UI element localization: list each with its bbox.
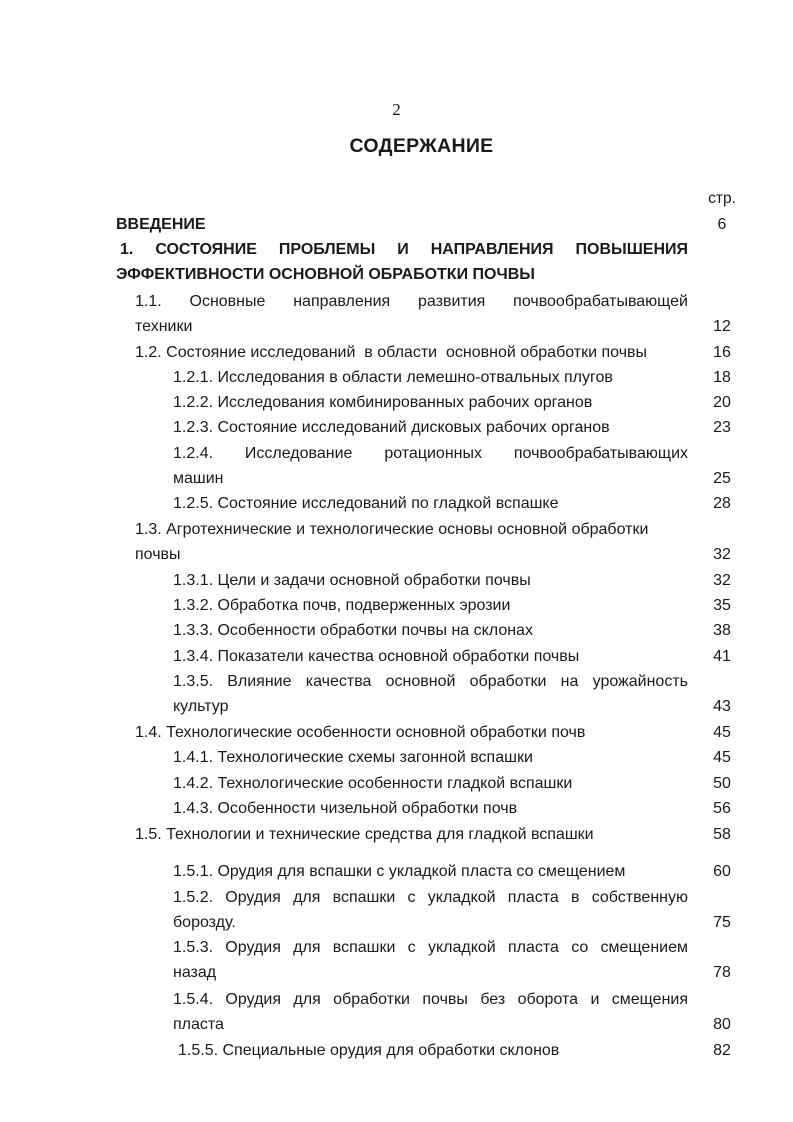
- toc-entry-chapter-1-cont: ЭФФЕКТИВНОСТИ ОСНОВНОЙ ОБРАБОТКИ ПОЧВЫ: [116, 266, 535, 283]
- toc-entry-1-3[interactable]: 1.3. Агротехнические и технологические основы основной обработки: [135, 521, 649, 538]
- toc-entry-introduction[interactable]: ВВЕДЕНИЕ: [116, 216, 206, 233]
- toc-page-number: 20: [713, 394, 731, 411]
- toc-entry-1-3-2[interactable]: 1.3.2. Обработка почв, подверженных эрозии: [173, 597, 511, 614]
- toc-entry-1-2-3[interactable]: 1.2.3. Состояние исследований дисковых рабочих органов: [173, 419, 610, 436]
- toc-page-number: 32: [713, 572, 731, 589]
- toc-page-number: 82: [713, 1042, 731, 1059]
- toc-page-number: 12: [713, 318, 731, 335]
- toc-entry-1-2-1[interactable]: 1.2.1. Исследования в области лемешно-отвальных плугов: [173, 369, 613, 386]
- toc-entry-1-1-cont: техники: [135, 318, 193, 335]
- toc-page-number: 43: [713, 698, 731, 715]
- toc-page-number: 56: [713, 800, 731, 817]
- toc-entry-1-5-3[interactable]: 1.5.3. Орудия для вспашки с укладкой пласта со смещением: [173, 939, 688, 956]
- toc-page-number: 41: [713, 648, 731, 665]
- toc-entry-1-4-2[interactable]: 1.4.2. Технологические особенности гладкой вспашки: [173, 775, 573, 792]
- toc-page-number: 35: [713, 597, 731, 614]
- toc-entry-1-3-cont: почвы: [135, 546, 181, 563]
- toc-page-number: 45: [713, 724, 731, 741]
- toc-entry-1-3-5-cont: культур: [173, 698, 229, 715]
- page-title: СОДЕРЖАНИЕ: [349, 135, 494, 157]
- toc-page-number: 32: [713, 546, 731, 563]
- toc-page-number: 38: [713, 622, 731, 639]
- toc-entry-1-5-1[interactable]: 1.5.1. Орудия для вспашки с укладкой пласта со смещением: [173, 863, 626, 880]
- toc-page-number: 23: [713, 419, 731, 436]
- toc-entry-1-2[interactable]: 1.2. Состояние исследований в области основной обработки почвы: [135, 344, 648, 361]
- toc-entry-1-2-5[interactable]: 1.2.5. Состояние исследований по гладкой вспашке: [173, 495, 559, 512]
- toc-entry-1-2-4[interactable]: 1.2.4. Исследование ротационных почвообрабатывающих: [173, 445, 688, 462]
- toc-entry-1-5-2-cont: борозду.: [173, 914, 236, 931]
- toc-page-number: 60: [713, 863, 731, 880]
- toc-page-number: 78: [713, 964, 731, 981]
- toc-entry-1-3-1[interactable]: 1.3.1. Цели и задачи основной обработки почвы: [173, 572, 531, 589]
- toc-entry-1-2-2[interactable]: 1.2.2. Исследования комбинированных рабочих органов: [173, 394, 593, 411]
- toc-page-number: 18: [713, 369, 731, 386]
- toc-page-number: 50: [713, 775, 731, 792]
- toc-page-number: 6: [717, 216, 727, 233]
- toc-entry-1-4-3[interactable]: 1.4.3. Особенности чизельной обработки почв: [173, 800, 518, 817]
- toc-entry-1-4-1[interactable]: 1.4.1. Технологические схемы загонной вспашки: [173, 749, 533, 766]
- toc-entry-1-5-4-cont: пласта: [173, 1016, 224, 1033]
- toc-entry-1-4[interactable]: 1.4. Технологические особенности основной обработки почв: [135, 724, 586, 741]
- toc-entry-1-5[interactable]: 1.5. Технологии и технические средства для гладкой вспашки: [135, 826, 594, 843]
- toc-page-number: 45: [713, 749, 731, 766]
- toc-entry-1-3-3[interactable]: 1.3.3. Особенности обработки почвы на склонах: [173, 622, 533, 639]
- toc-entry-1-5-4[interactable]: 1.5.4. Орудия для обработки почвы без оборота и смещения: [173, 991, 688, 1008]
- toc-entry-1-1[interactable]: 1.1. Основные направления развития почвообрабатывающей: [135, 293, 688, 310]
- toc-entry-1-5-5[interactable]: 1.5.5. Специальные орудия для обработки склонов: [178, 1042, 560, 1059]
- toc-entry-1-5-2[interactable]: 1.5.2. Орудия для вспашки с укладкой пласта в собственную: [173, 889, 688, 906]
- toc-entry-1-3-4[interactable]: 1.3.4. Показатели качества основной обработки почвы: [173, 648, 580, 665]
- toc-entry-chapter-1[interactable]: 1. СОСТОЯНИЕ ПРОБЛЕМЫ И НАПРАВЛЕНИЯ ПОВЫШЕНИЯ: [120, 241, 688, 258]
- toc-page-number: 28: [713, 495, 731, 512]
- toc-entry-1-5-3-cont: назад: [173, 964, 217, 981]
- toc-page-number: 80: [713, 1016, 731, 1033]
- page-number: 2: [392, 100, 401, 119]
- toc-page-number: 75: [713, 914, 731, 931]
- page-column-label: стр.: [708, 190, 736, 207]
- toc-page-number: 25: [713, 470, 731, 487]
- toc-page-number: 58: [713, 826, 731, 843]
- toc-entry-1-3-5[interactable]: 1.3.5. Влияние качества основной обработки на урожайность: [173, 673, 688, 690]
- toc-page-number: 16: [713, 344, 731, 361]
- toc-entry-1-2-4-cont: машин: [173, 470, 224, 487]
